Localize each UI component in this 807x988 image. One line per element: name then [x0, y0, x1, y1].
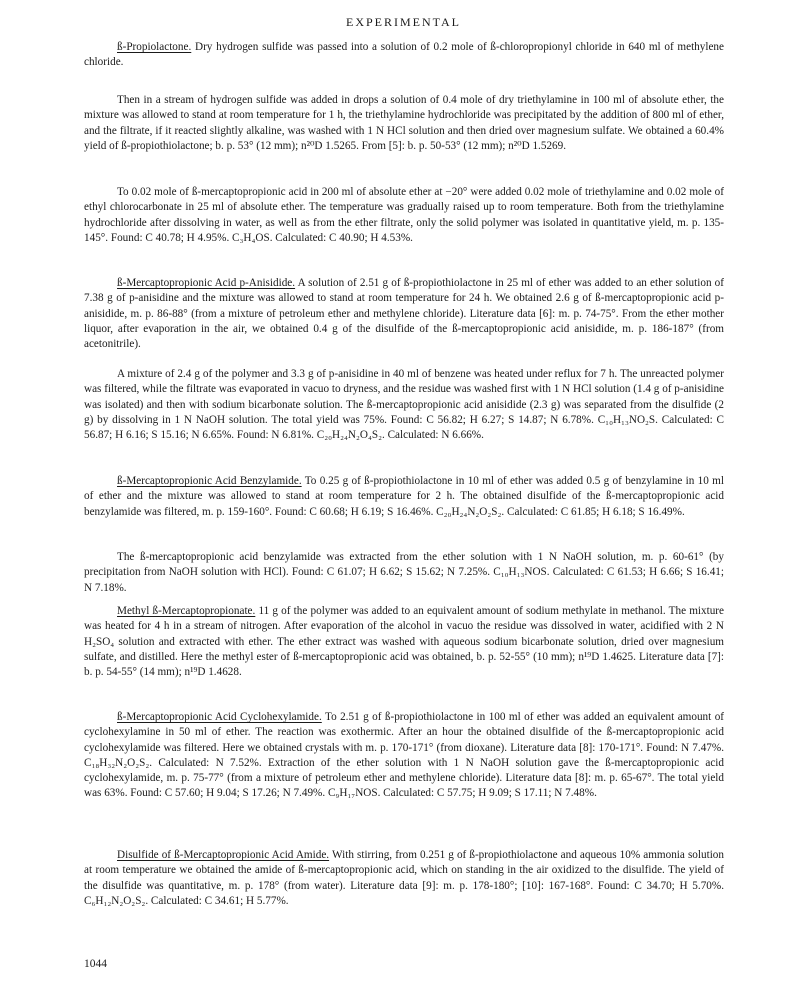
paragraph-cyclohexylamide	[84, 710, 724, 802]
paragraph-benzylamide	[84, 474, 724, 520]
paragraph-disulfide-amide	[84, 848, 724, 909]
paragraph-polymer-anisidine	[84, 367, 724, 443]
paragraph-title: Methyl ß-Mercaptopropionate.	[117, 605, 256, 617]
paragraph-title: ß-Mercaptopropionic Acid p-Anisidide.	[117, 277, 296, 289]
page-number: 1044	[84, 958, 107, 970]
paragraph-benzylamide-extraction	[84, 550, 724, 596]
paragraph-text: To 0.02 mole of ß-mercaptopropionic acid in 200 ml of absolute ether at −20° were added 0.02 mole of triethylamine and 0.02 mole of ethyl chlorocarbonate in 25 ml of absolute ether. The temperature was gradually raised up to room temperature. Both from the triethylamine hydrochloride after dissolving in water, as well as from the ether filtrate, only the solid polymer was isolated in quantitative yield, m. p. 135-145°. Found: C 40.78; H 4.95%. C₃H₄OS. Calculated: C 40.90; H 4.53%.	[84, 186, 724, 244]
paragraph-text: With stirring, from 0.251 g of ß-propiothiolactone and aqueous 10% ammonia solution at room temperature we obtained the amide of ß-mercaptopropionic acid, which on standing in the air oxidized to the disulfide. The yield of the disulfide was quantitative, m. p. 178° (from water). Literature data [9]: m. p. 178-180°; [10]: 167-168°. Found: C 34.70; H 5.70%. C₆H₁₂N₂O₂S₂. Calculated: C 34.61; H 5.77%.	[84, 849, 724, 907]
paragraph-text: To 2.51 g of ß-propiothiolactone in 100 ml of ether was added an equivalent amount of cyclohexylamine in 50 ml of ether. The reaction was exothermic. After an hour the obtained disulfide of the ß-mercaptopropionic acid cyclohexylamide was filtered. Here we obtained crystals with m. p. 170-171° (from dioxane). Literature data [8]: 170-171°. Found: N 7.47%. C₁₈H₃₂N₂O₂S₂. Calculated: N 7.52%. Extraction of the ether solution with 1 N NaOH solution gave the ß-mercaptopropionic acid cyclohexylamide, m. p. 75-77° (from a mixture of petroleum ether and methylene chloride). Literature data [8]: m. p. 65-67°. The total yield was 63%. Found: C 57.60; H 9.04; S 17.26; N 7.49%. C₉H₁₇NOS. Calculated: C 57.75; H 9.09; S 17.11; N 7.48%.	[84, 711, 725, 800]
paragraph-text: Dry hydrogen sulfide was passed into a solution of 0.2 mole of ß-chloropropionyl chloride in 640 ml of methylene chloride.	[84, 41, 724, 69]
paragraph-title: ß-Mercaptopropionic Acid Benzylamide.	[117, 475, 302, 487]
paragraph-title: Disulfide of ß-Mercaptopropionic Acid Amide.	[117, 849, 330, 861]
paragraph-title: ß-Mercaptopropionic Acid Cyclohexylamide.	[117, 711, 322, 723]
section-heading: EXPERIMENTAL	[345, 15, 462, 29]
paragraph-text: The ß-mercaptopropionic acid benzylamide was extracted from the ether solution with 1 N NaOH solution, m. p. 60-61° (by precipitation from NaOH solution with HCl). Found: C 61.07; H 6.62; S 15.62; N 7.25%. C₁₀H₁₃NOS. Calculated: C 61.53; H 6.66; S 16.41; N 7.18%.	[84, 551, 724, 594]
paragraph-methyl-ester	[84, 604, 724, 680]
paragraph-title: ß-Propiolactone.	[117, 41, 192, 53]
paragraph-text: Then in a stream of hydrogen sulfide was added in drops a solution of 0.4 mole of dry triethylamine in 100 ml of absolute ether, the mixture was allowed to stand at room temperature for 1 h, the triethylamine hydrochloride was precipitated by the addition of 800 ml of ether, and the filtrate, if it reacted slightly alkaline, was washed with 1 N HCl solution and then dried over magnesium sulfate. We obtained a 60.4% yield of ß-propiothiolactone; b. p. 53° (12 mm); n²⁰D 1.5265. From [5]: b. p. 50-53° (12 mm); n²⁰D 1.5269.	[84, 94, 724, 152]
paragraph-text: To 0.25 g of ß-propiothiolactone in 10 ml of ether was added 0.5 g of benzylamine in 10 ml of ether and the mixture was allowed to stand at room temperature for 2 h. The obtained disulfide of the ß-mercaptopropionic acid benzylamide was filtered, m. p. 159-160°. Found: C 60.68; H 6.19; S 16.46%. C₂₀H₂₄N₂O₂S₂. Calculated: C 61.85; H 6.18; S 16.49%.	[84, 475, 724, 518]
paragraph-anisidide	[84, 276, 724, 352]
paragraph-polymer-isolation	[84, 185, 724, 246]
paragraph-text: 11 g of the polymer was added to an equivalent amount of sodium methylate in methanol. The mixture was heated for 4 h in a stream of nitrogen. After evaporation of the alcohol in vacuo the residue was dissolved in water, acidified with 2 N H₂SO₄ solution and extracted with ether. The ether extract was washed with aqueous sodium bicarbonate solution, dried over magnesium sulfate, and distilled. Here the methyl ester of ß-mercaptopropionic acid was obtained, b. p. 52-55° (10 mm); n¹⁹D 1.4625. Literature data [7]: b. p. 54-55° (14 mm); n¹⁹D 1.4628.	[84, 605, 725, 679]
paragraph-text: A mixture of 2.4 g of the polymer and 3.3 g of p-anisidine in 40 ml of benzene was heated under reflux for 7 h. The unreacted polymer was filtered, while the filtrate was evaporated in vacuo to dryness, and the residue was washed first with 1 N HCl solution (1.4 g of p-anisidine was isolated) and then with sodium bicarbonate solution. The ß-mercaptopropionic acid anisidide (2.3 g) was separated from the disulfide (2 g) by dissolving in 1 N NaOH solution. The total yield was 75%. Found: C 56.82; H 6.27; S 14.87; N 6.78%. C₁₀H₁₃NO₂S. Calculated: C 56.87; H 6.16; S 15.16; N 6.65%. Found: N 6.81%. C₂₀H₂₄N₂O₄S₂. Calculated: N 6.66%.	[84, 368, 725, 442]
paragraph-propiolactone	[84, 40, 724, 71]
paragraph-text: A solution of 2.51 g of ß-propiothiolactone in 25 ml of ether was added to an ether solution of 7.38 g of p-anisidine and the mixture was allowed to stand at room temperature for 24 h. We obtained 2.6 g of ß-mercaptopropionic acid p-anisidide, m. p. 86-88° (from a mixture of petroleum ether and methylene chloride). Literature data [6]: m. p. 74-75°. From the ether mother liquor, after evaporation in the air, we obtained 0.4 g of the disulfide of the ß-mercaptopropionic acid anisidide, m. p. 186-187° (from acetonitrile).	[84, 277, 725, 351]
paragraph-hydrogen-sulfide-stream	[84, 93, 724, 154]
